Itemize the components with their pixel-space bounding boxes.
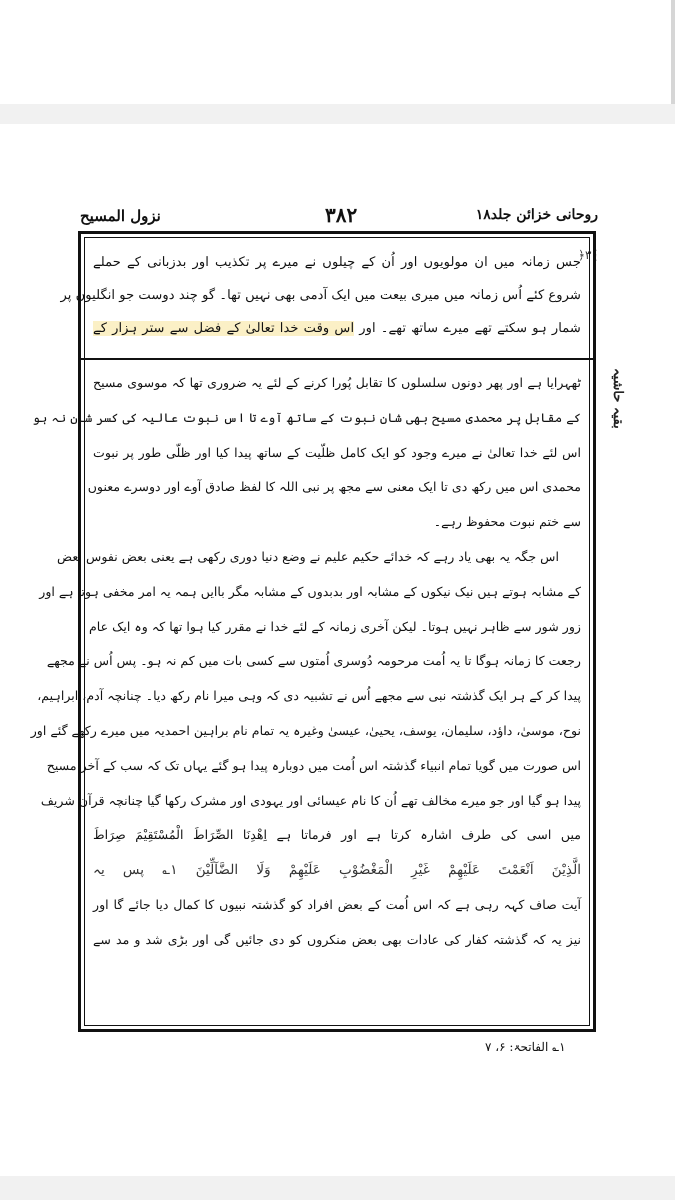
footnote: ۱؎ الفاتحۃ: ۶، ۷ (485, 1040, 566, 1054)
book-title: نزول المسیح (80, 207, 161, 225)
text-line: زور شور سے ظاہر نہیں ہوتا۔ لیکن آخری زمانہ کے لئے خدا نے مقرر کیا ہوا تھا کہ وہ ایک عام (88, 618, 581, 634)
frame-divider (81, 358, 593, 360)
text-line: کے مشابہ ہوتے ہیں نیک نیکوں کے مشابہ اور بدبدوں کے مشابہ مگر باایں ہمہ یہ امر مخفی ہوتا ہے اور (39, 583, 581, 599)
main-text-block (30, 366, 581, 958)
page-header (80, 205, 600, 229)
volume-title: روحانی خزائن جلد۱۸ (475, 207, 598, 223)
text-line: میں اسی کی طرف اشارہ کرتا ہے اور فرماتا ہے اِهْدِنَا الصِّرَاطَ الْمُسْتَقِيْمَ صِرَاطَ (93, 827, 581, 843)
section-number-marker: ﴿۳﴾ (578, 248, 599, 262)
text-line: اس جگہ یہ بھی یاد رہے کہ خدائے حکیم علیم نے وضع دنیا دوری رکھی ہے یعنی بعض نفوس بعض (56, 548, 559, 564)
top-text-block (60, 246, 581, 345)
text-line: شروع کئے اُس زمانہ میں میری بیعت میں ایک آدمی بھی نہیں تھا۔ گو چند دوست جو انگلیوں پر (60, 288, 581, 303)
text-line: کے مقابل پر محمدی مسیح بھی شانِ نبوت کے ساتھ آوے تا اس نبوت عالیہ کی کسر شان نہ ہو (32, 409, 581, 425)
viewer-top-bar (0, 0, 675, 104)
text-line (93, 312, 581, 345)
margin-note: بقیہ حاشیہ (610, 368, 625, 429)
text-line: سے ختم نبوت محفوظ رہے۔ (433, 514, 581, 530)
text-line: رجعت کا زمانہ ہوگا تا یہ اُمت مرحومہ دُوسری اُمتوں سے کسی بات میں کم نہ ہو۔ پس اُس نے مجھے (46, 653, 581, 669)
scrollbar-edge[interactable] (671, 0, 675, 104)
highlighted-text[interactable]: اس وقت خدا تعالیٰ کے فضل سے ستر ہزار کے (93, 321, 355, 336)
text-line: اس صورت میں گویا تمام انبیاء گذشتہ اس اُمت میں دوبارہ پیدا ہو گئے یہاں تک کہ سب کے آخر مسیح (46, 757, 581, 773)
text-segment: شمار ہو سکتے تھے میرے ساتھ تھے۔ اور (359, 321, 581, 336)
text-line: پیدا کر کے ہر ایک گذشتہ نبی سے مجھے اُس نے تشبیہ دی کہ وہی میرا نام رکھ دیا۔ چنانچہ آدم، ابراہیم، (37, 688, 581, 704)
page-number: ۳۸۲ (325, 203, 358, 227)
text-line: نوح، موسیٰ، داؤد، سلیمان، یوسف، یحییٰ، عیسیٰ وغیرہ یہ تمام نام براہین احمدیہ میں میرے رکھے گئے اور (30, 722, 581, 738)
text-line: آیت صاف کہہ رہی ہے کہ اس اُمت کے بعض افراد کو گذشتہ نبیوں کا کمال دیا جائے گا اور (93, 896, 581, 912)
quran-verse-line: الَّذِيْنَ اَنْعَمْتَ عَلَيْهِمْ غَيْرِ الْمَغْضُوْبِ عَلَيْهِمْ وَلَا الضَّآلِّيْنَ ۱؎ پس یہ (93, 862, 581, 879)
text-line: نیز یہ کہ گذشتہ کفار کی عادات بھی بعض منکروں کو دی جائیں گی اور بڑی شد و مد سے (93, 931, 581, 947)
text-line: پیدا ہو گیا اور جو میرے مخالف تھے اُن کا نام عیسائی اور یہودی اور مشرک رکھا گیا چنانچہ قرآن شریف (40, 792, 581, 808)
text-frame (30, 231, 596, 1032)
text-line: اس لئے خدا تعالیٰ نے میرے وجود کو ایک کامل ظلّیت کے ساتھ پیدا کیا اور ظلّی طور پر نبوت (93, 444, 581, 460)
text-line: محمدی اس میں رکھ دی تا ایک معنی سے مجھ پر نبی اللہ کا لفظ صادق آوے اور دوسرے معنوں (87, 479, 581, 495)
text-line: جس زمانہ میں ان مولویوں اور اُن کے چیلوں نے میرے پر تکذیب اور بدزبانی کے حملے (93, 255, 581, 270)
text-line: ٹھہرایا ہے اور پھر دونوں سلسلوں کا تقابل پُورا کرنے کے لئے یہ ضروری تھا کہ موسوی مسیح (93, 375, 581, 390)
